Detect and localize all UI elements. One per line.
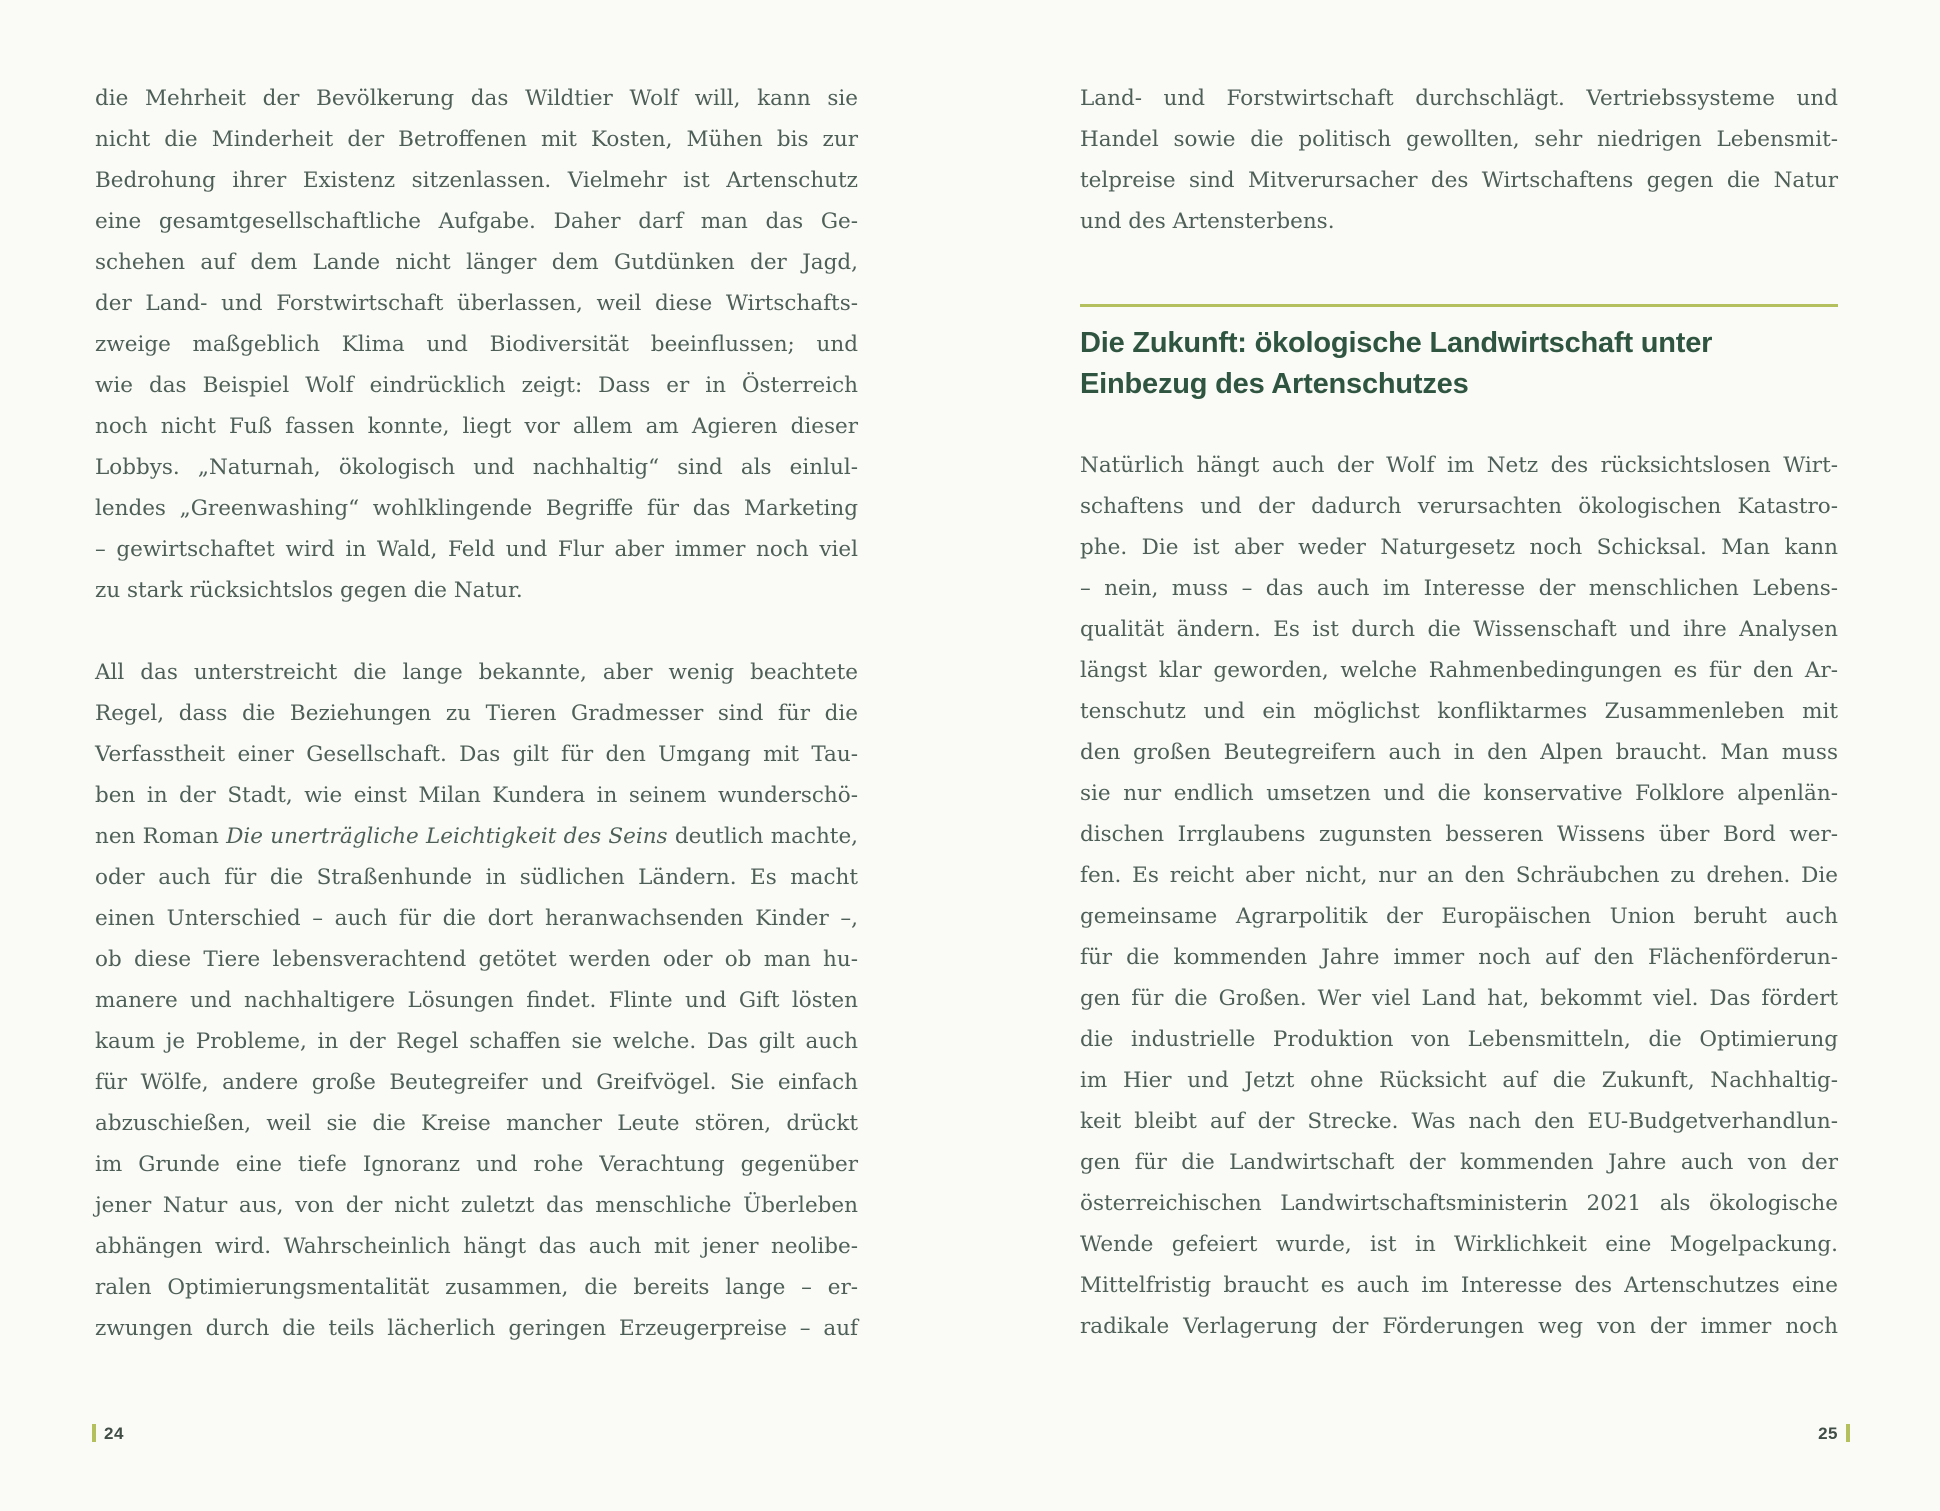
page-number-bar bbox=[92, 1424, 96, 1442]
page-number-left bbox=[92, 1424, 124, 1443]
text-line: längst klar geworden, welche Rahmenbedingungen es für den Ar- bbox=[1080, 658, 1838, 683]
text-line: gemeinsame Agrarpolitik der Europäischen Union beruht auch bbox=[1080, 904, 1838, 929]
paragraph bbox=[1080, 78, 1838, 242]
text-line: dischen Irrglaubens zugunsten besseren Wissens über Bord wer- bbox=[1080, 822, 1838, 847]
text-line: abhängen wird. Wahrscheinlich hängt das auch mit jener neolibe- bbox=[95, 1234, 858, 1259]
page-number-value: 25 bbox=[1818, 1424, 1838, 1443]
text-line: telpreise sind Mitverursacher des Wirtschaftens gegen die Natur bbox=[1080, 168, 1838, 193]
text-line: österreichischen Landwirtschaftsministerin 2021 als ökologische bbox=[1080, 1191, 1838, 1216]
text-line: radikale Verlagerung der Förderungen weg von der immer noch bbox=[1080, 1314, 1838, 1339]
text-line: lendes „Greenwashing“ wohlklingende Begriffe für das Marketing bbox=[95, 496, 858, 521]
text-line: zwungen durch die teils lächerlich geringen Erzeugerpreise – auf bbox=[95, 1316, 858, 1341]
text-line: oder auch für die Straßenhunde in südlichen Ländern. Es macht bbox=[95, 865, 858, 890]
text-line: jener Natur aus, von der nicht zuletzt das menschliche Überleben bbox=[95, 1193, 858, 1218]
text-line: ralen Optimierungsmentalität zusammen, die bereits lange – er- bbox=[95, 1275, 858, 1300]
text-line: qualität ändern. Es ist durch die Wissenschaft und ihre Analysen bbox=[1080, 617, 1838, 642]
text-line: Bedrohung ihrer Existenz sitzenlassen. Vielmehr ist Artenschutz bbox=[95, 168, 858, 193]
text-line: einen Unterschied – auch für die dort heranwachsenden Kinder –, bbox=[95, 906, 858, 931]
text-line: eine gesamtgesellschaftliche Aufgabe. Daher darf man das Ge- bbox=[95, 209, 858, 234]
text-line: Land- und Forstwirtschaft durchschlägt. Vertriebssysteme und bbox=[1080, 86, 1838, 111]
text-line: der Land- und Forstwirtschaft überlassen, weil diese Wirtschafts- bbox=[95, 291, 858, 316]
text-line: Einbezug des Artenschutzes bbox=[1080, 368, 1469, 400]
text-line: nicht die Minderheit der Betroffenen mit Kosten, Mühen bis zur bbox=[95, 127, 858, 152]
text-line: abzuschießen, weil sie die Kreise mancher Leute stören, drückt bbox=[95, 1111, 858, 1136]
text-line: Lobbys. „Naturnah, ökologisch und nachhaltig“ sind als einlul- bbox=[95, 455, 858, 480]
text-line: sie nur endlich umsetzen und die konservative Folklore alpenlän- bbox=[1080, 781, 1838, 806]
text-line: noch nicht Fuß fassen konnte, liegt vor allem am Agieren dieser bbox=[95, 414, 858, 439]
text-line: All das unterstreicht die lange bekannte, aber wenig beachtete bbox=[95, 660, 858, 685]
text-line: Wende gefeiert wurde, ist in Wirklichkeit eine Mogelpackung. bbox=[1080, 1232, 1838, 1257]
section-divider-rule bbox=[1080, 304, 1838, 307]
text-line: manere und nachhaltigere Lösungen findet. Flinte und Gift lösten bbox=[95, 988, 858, 1013]
text-line: zu stark rücksichtslos gegen die Natur. bbox=[95, 578, 523, 603]
book-page-right bbox=[1080, 78, 1838, 1347]
text-line: ob diese Tiere lebensverachtend getötet werden oder ob man hu- bbox=[95, 947, 858, 972]
text-line: – nein, muss – das auch im Interesse der menschlichen Lebens- bbox=[1080, 576, 1838, 601]
page-number-right bbox=[1080, 1424, 1850, 1443]
text-line: die industrielle Produktion von Lebensmitteln, die Optimierung bbox=[1080, 1027, 1838, 1052]
text-line: im Grunde eine tiefe Ignoranz und rohe Verachtung gegenüber bbox=[95, 1152, 858, 1177]
text-line: Die Zukunft: ökologische Landwirtschaft unter bbox=[1080, 327, 1713, 359]
text-line: Handel sowie die politisch gewollten, sehr niedrigen Lebensmit- bbox=[1080, 127, 1838, 152]
text-line: für Wölfe, andere große Beutegreifer und Greifvögel. Sie einfach bbox=[95, 1070, 858, 1095]
text-line: – gewirtschaftet wird in Wald, Feld und Flur aber immer noch viel bbox=[95, 537, 858, 562]
paragraph bbox=[95, 78, 858, 611]
text-line: wie das Beispiel Wolf eindrücklich zeigt: Dass er in Österreich bbox=[95, 373, 858, 398]
text-line: schehen auf dem Lande nicht länger dem Gutdünken der Jagd, bbox=[95, 250, 858, 275]
paragraph bbox=[1080, 445, 1838, 1347]
text-line: fen. Es reicht aber nicht, nur an den Schräubchen zu drehen. Die bbox=[1080, 863, 1838, 888]
text-line: nen Roman Die unerträgliche Leichtigkeit des Seins deutlich machte, bbox=[95, 824, 859, 849]
text-line: für die kommenden Jahre immer noch auf den Flächenförderun- bbox=[1080, 945, 1838, 970]
text-line: die Mehrheit der Bevölkerung das Wildtier Wolf will, kann sie bbox=[95, 86, 858, 111]
text-line: Regel, dass die Beziehungen zu Tieren Gradmesser sind für die bbox=[95, 701, 858, 726]
text-line: phe. Die ist aber weder Naturgesetz noch Schicksal. Man kann bbox=[1080, 535, 1838, 560]
page-number-value: 24 bbox=[104, 1424, 124, 1443]
text-line: ben in der Stadt, wie einst Milan Kundera in seinem wunderschö- bbox=[95, 783, 858, 808]
page-number-bar bbox=[1846, 1424, 1850, 1442]
section-heading bbox=[1080, 323, 1838, 405]
text-line: Natürlich hängt auch der Wolf im Netz des rücksichtslosen Wirt- bbox=[1080, 453, 1838, 478]
paragraph bbox=[95, 652, 858, 1349]
text-line: schaftens und der dadurch verursachten ökologischen Katastro- bbox=[1080, 494, 1838, 519]
text-line: und des Artensterbens. bbox=[1080, 209, 1335, 234]
text-line: keit bleibt auf der Strecke. Was nach den EU-Budgetverhandlun- bbox=[1080, 1109, 1838, 1134]
text-line: den großen Beutegreifern auch in den Alpen braucht. Man muss bbox=[1080, 740, 1838, 765]
text-line: zweige maßgeblich Klima und Biodiversität beeinflussen; und bbox=[95, 332, 858, 357]
text-line: Mittelfristig braucht es auch im Interesse des Artenschutzes eine bbox=[1080, 1273, 1838, 1298]
text-line: im Hier und Jetzt ohne Rücksicht auf die Zukunft, Nachhaltig- bbox=[1080, 1068, 1838, 1093]
book-page-left bbox=[95, 78, 858, 1349]
text-line: gen für die Großen. Wer viel Land hat, bekommt viel. Das fördert bbox=[1080, 986, 1838, 1011]
text-line: gen für die Landwirtschaft der kommenden Jahre auch von der bbox=[1080, 1150, 1838, 1175]
text-line: tenschutz und ein möglichst konfliktarmes Zusammenleben mit bbox=[1080, 699, 1838, 724]
text-line: kaum je Probleme, in der Regel schaffen sie welche. Das gilt auch bbox=[95, 1029, 858, 1054]
text-line: Verfasstheit einer Gesellschaft. Das gilt für den Umgang mit Tau- bbox=[95, 742, 858, 767]
